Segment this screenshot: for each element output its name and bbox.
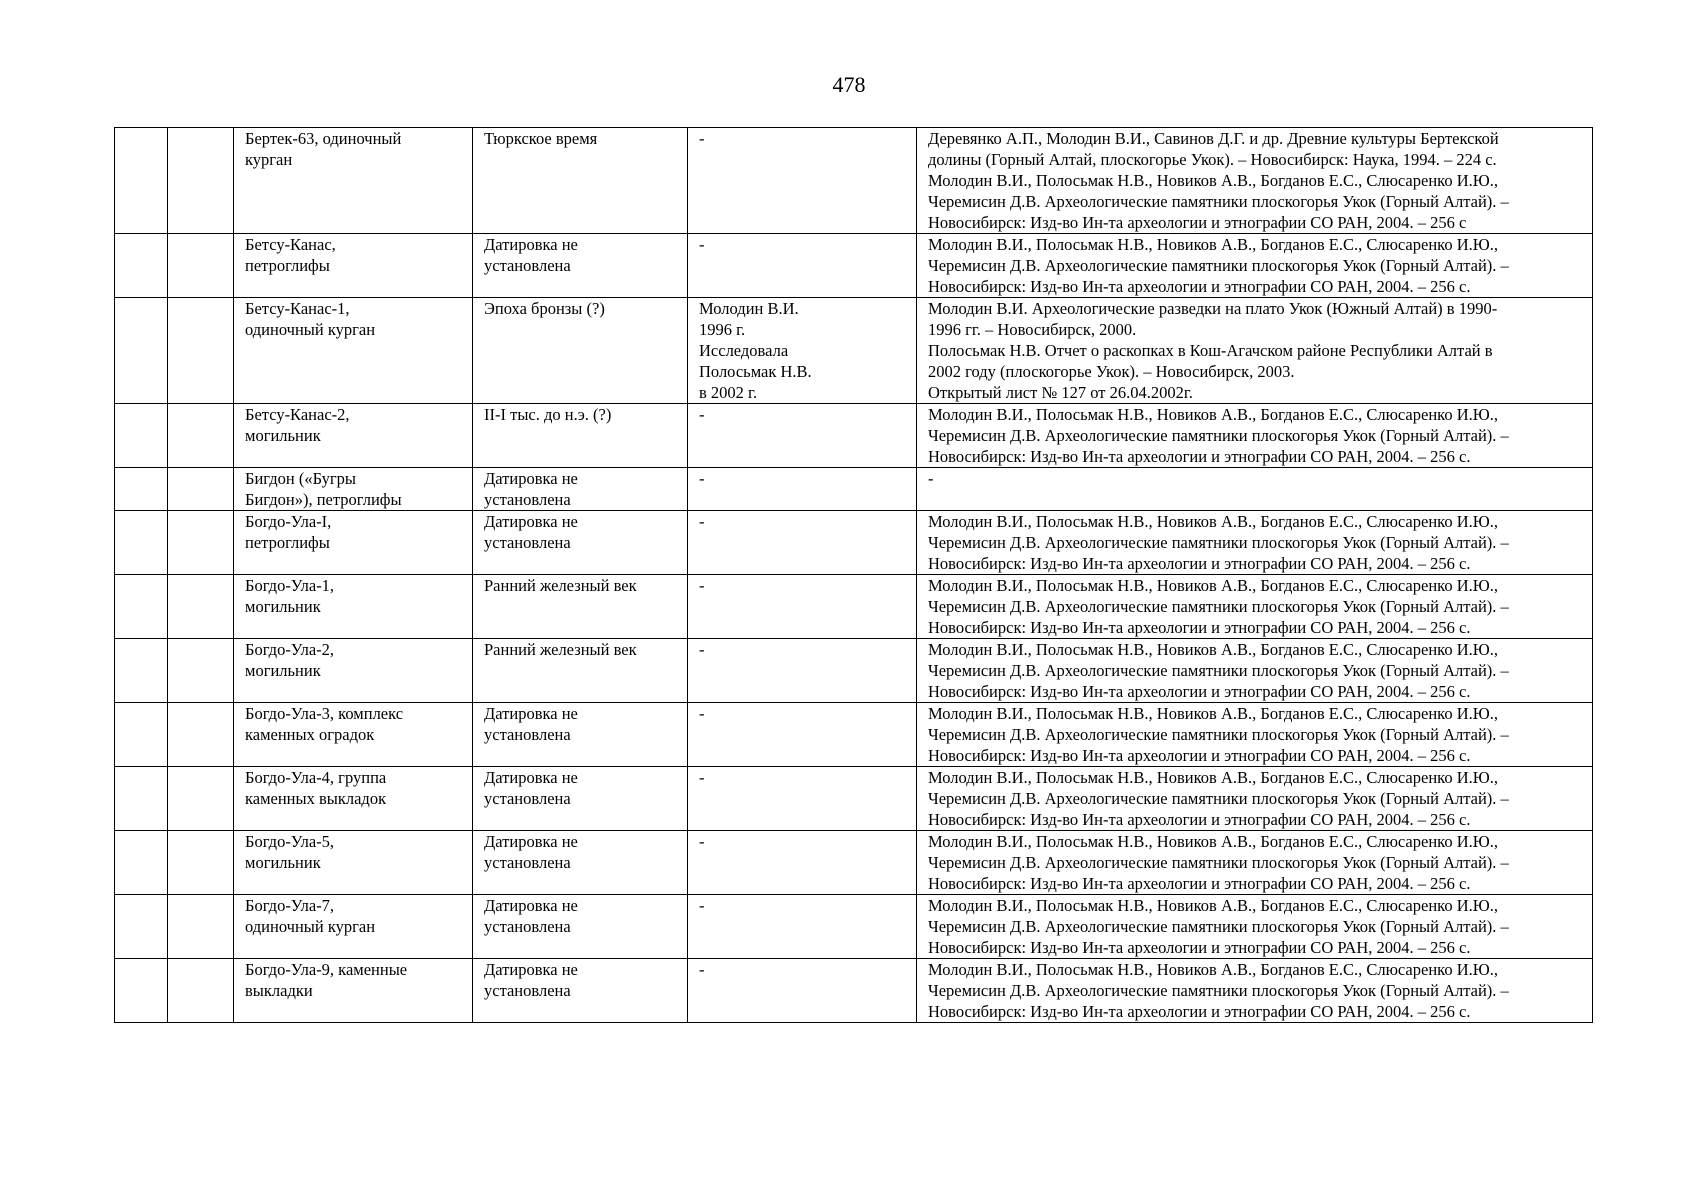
code-cell [168,575,234,639]
page-number: 478 [832,72,866,97]
table-row [115,128,1593,234]
table-row [115,298,1593,404]
number-cell [115,831,168,895]
table-row [115,404,1593,468]
dating-cell: Датировка не установлена [473,703,688,767]
dating-cell: Датировка не установлена [473,895,688,959]
table-row [115,468,1593,511]
dating-cell: II-I тыс. до н.э. (?) [473,404,688,468]
number-cell [115,959,168,1023]
researcher-cell: - [688,468,917,511]
table-row [115,703,1593,767]
code-cell [168,767,234,831]
dating-cell: Датировка не установлена [473,511,688,575]
number-cell [115,128,168,234]
monuments-table [114,127,1593,1023]
site-name-cell: Богдо-Ула-I, петроглифы [234,511,473,575]
number-cell [115,234,168,298]
bibliography-cell: Молодин В.И., Полосьмак Н.В., Новиков А.В., Богданов Е.С., Слюсаренко И.Ю., Черемисин Д.В. Археологические памятники плоскогорья Укок (Горный Алтай). – Новосибирск: Изд-во Ин-та археологии и этнографии СО РАН, 2004. – 256 с. [917,767,1593,831]
researcher-cell: - [688,128,917,234]
researcher-cell: - [688,511,917,575]
site-name-cell: Богдо-Ула-9, каменные выкладки [234,959,473,1023]
number-cell [115,468,168,511]
code-cell [168,128,234,234]
bibliography-cell: - [917,468,1593,511]
code-cell [168,511,234,575]
code-cell [168,895,234,959]
bibliography-cell: Молодин В.И., Полосьмак Н.В., Новиков А.В., Богданов Е.С., Слюсаренко И.Ю., Черемисин Д.В. Археологические памятники плоскогорья Укок (Горный Алтай). – Новосибирск: Изд-во Ин-та археологии и этнографии СО РАН, 2004. – 256 с. [917,404,1593,468]
bibliography-cell: Молодин В.И., Полосьмак Н.В., Новиков А.В., Богданов Е.С., Слюсаренко И.Ю., Черемисин Д.В. Археологические памятники плоскогорья Укок (Горный Алтай). – Новосибирск: Изд-во Ин-та археологии и этнографии СО РАН, 2004. – 256 с. [917,703,1593,767]
bibliography-cell: Молодин В.И., Полосьмак Н.В., Новиков А.В., Богданов Е.С., Слюсаренко И.Ю., Черемисин Д.В. Археологические памятники плоскогорья Укок (Горный Алтай). – Новосибирск: Изд-во Ин-та археологии и этнографии СО РАН, 2004. – 256 с. [917,831,1593,895]
site-name-cell: Бетсу-Канас, петроглифы [234,234,473,298]
number-cell [115,639,168,703]
code-cell [168,404,234,468]
code-cell [168,298,234,404]
dating-cell: Ранний железный век [473,639,688,703]
dating-cell: Датировка не установлена [473,468,688,511]
number-cell [115,895,168,959]
site-name-cell: Богдо-Ула-3, комплекс каменных оградок [234,703,473,767]
number-cell [115,703,168,767]
site-name-cell: Бетсу-Канас-2, могильник [234,404,473,468]
bibliography-cell: Молодин В.И., Полосьмак Н.В., Новиков А.В., Богданов Е.С., Слюсаренко И.Ю., Черемисин Д.В. Археологические памятники плоскогорья Укок (Горный Алтай). – Новосибирск: Изд-во Ин-та археологии и этнографии СО РАН, 2004. – 256 с. [917,575,1593,639]
code-cell [168,703,234,767]
site-name-cell: Богдо-Ула-4, группа каменных выкладок [234,767,473,831]
monuments-table-body [115,128,1593,1023]
site-name-cell: Богдо-Ула-1, могильник [234,575,473,639]
researcher-cell: Молодин В.И. 1996 г. Исследовала Полосьмак Н.В. в 2002 г. [688,298,917,404]
site-name-cell: Бертек-63, одиночный курган [234,128,473,234]
dating-cell: Датировка не установлена [473,767,688,831]
researcher-cell: - [688,404,917,468]
code-cell [168,468,234,511]
table-row [115,234,1593,298]
number-cell [115,575,168,639]
table-row [115,959,1593,1023]
site-name-cell: Бигдон («Бугры Бигдон»), петроглифы [234,468,473,511]
researcher-cell: - [688,959,917,1023]
bibliography-cell: Деревянко А.П., Молодин В.И., Савинов Д.Г. и др. Древние культуры Бертекской долины (Горный Алтай, плоскогорье Укок). – Новосибирск: Наука, 1994. – 224 с. Молодин В.И., Полосьмак Н.В., Новиков А.В., Богданов Е.С., Слюсаренко И.Ю., Черемисин Д.В. Археологические памятники плоскогорья Укок (Горный Алтай). – Новосибирск: Изд-во Ин-та археологии и этнографии СО РАН, 2004. – 256 с [917,128,1593,234]
dating-cell: Датировка не установлена [473,234,688,298]
number-cell [115,404,168,468]
bibliography-cell: Молодин В.И., Полосьмак Н.В., Новиков А.В., Богданов Е.С., Слюсаренко И.Ю., Черемисин Д.В. Археологические памятники плоскогорья Укок (Горный Алтай). – Новосибирск: Изд-во Ин-та археологии и этнографии СО РАН, 2004. – 256 с. [917,639,1593,703]
number-cell [115,511,168,575]
code-cell [168,234,234,298]
dating-cell: Тюркское время [473,128,688,234]
researcher-cell: - [688,639,917,703]
site-name-cell: Бетсу-Канас-1, одиночный курган [234,298,473,404]
site-name-cell: Богдо-Ула-7, одиночный курган [234,895,473,959]
dating-cell: Эпоха бронзы (?) [473,298,688,404]
dating-cell: Датировка не установлена [473,831,688,895]
researcher-cell: - [688,895,917,959]
bibliography-cell: Молодин В.И. Археологические разведки на плато Укок (Южный Алтай) в 1990- 1996 гг. – Новосибирск, 2000. Полосьмак Н.В. Отчет о раскопках в Кош-Агачском районе Республики Алтай в 2002 году (плоскогорье Укок). – Новосибирск, 2003. Открытый лист № 127 от 26.04.2002г. [917,298,1593,404]
researcher-cell: - [688,234,917,298]
table-row [115,511,1593,575]
bibliography-cell: Молодин В.И., Полосьмак Н.В., Новиков А.В., Богданов Е.С., Слюсаренко И.Ю., Черемисин Д.В. Археологические памятники плоскогорья Укок (Горный Алтай). – Новосибирск: Изд-во Ин-та археологии и этнографии СО РАН, 2004. – 256 с. [917,895,1593,959]
code-cell [168,831,234,895]
table-row [115,895,1593,959]
code-cell [168,959,234,1023]
code-cell [168,639,234,703]
number-cell [115,767,168,831]
table-row [115,575,1593,639]
table-row [115,831,1593,895]
researcher-cell: - [688,575,917,639]
table-row [115,767,1593,831]
table-row [115,639,1593,703]
researcher-cell: - [688,703,917,767]
number-cell [115,298,168,404]
site-name-cell: Богдо-Ула-5, могильник [234,831,473,895]
researcher-cell: - [688,831,917,895]
dating-cell: Ранний железный век [473,575,688,639]
site-name-cell: Богдо-Ула-2, могильник [234,639,473,703]
bibliography-cell: Молодин В.И., Полосьмак Н.В., Новиков А.В., Богданов Е.С., Слюсаренко И.Ю., Черемисин Д.В. Археологические памятники плоскогорья Укок (Горный Алтай). – Новосибирск: Изд-во Ин-та археологии и этнографии СО РАН, 2004. – 256 с. [917,511,1593,575]
dating-cell: Датировка не установлена [473,959,688,1023]
bibliography-cell: Молодин В.И., Полосьмак Н.В., Новиков А.В., Богданов Е.С., Слюсаренко И.Ю., Черемисин Д.В. Археологические памятники плоскогорья Укок (Горный Алтай). – Новосибирск: Изд-во Ин-та археологии и этнографии СО РАН, 2004. – 256 с. [917,959,1593,1023]
bibliography-cell: Молодин В.И., Полосьмак Н.В., Новиков А.В., Богданов Е.С., Слюсаренко И.Ю., Черемисин Д.В. Археологические памятники плоскогорья Укок (Горный Алтай). – Новосибирск: Изд-во Ин-та археологии и этнографии СО РАН, 2004. – 256 с. [917,234,1593,298]
researcher-cell: - [688,767,917,831]
